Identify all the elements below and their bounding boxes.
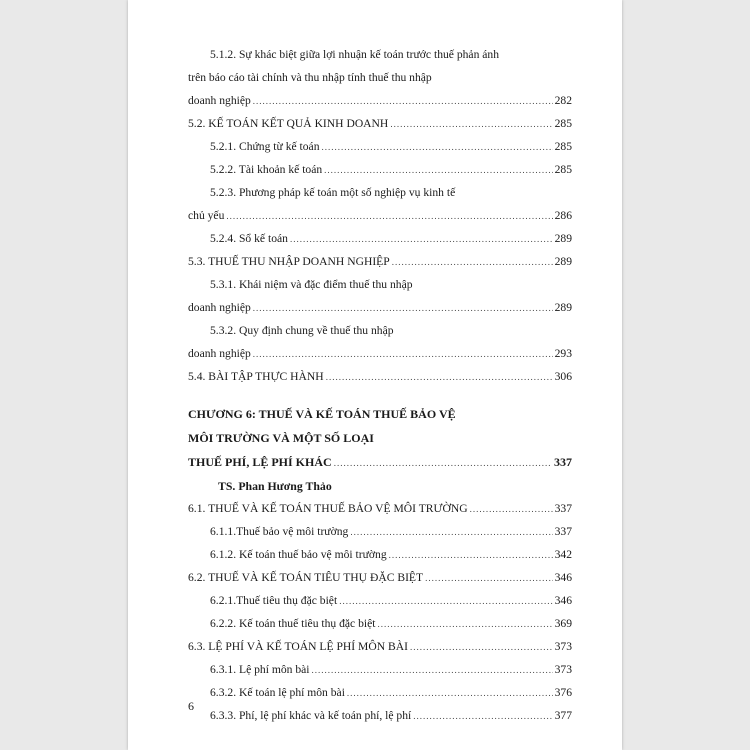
toc-entry [188,140,572,163]
chapter-title-text: MÔI TRƯỜNG VÀ MỘT SỐ LOẠI [188,431,374,445]
toc-entry [188,301,572,324]
dot-leader [378,619,553,629]
toc-entry-text: 5.3. THUẾ THU NHẬP DOANH NGHIỆP [188,255,390,268]
dot-leader [347,688,553,698]
toc-entry-text: 5.2.4. Sổ kế toán [210,232,288,245]
toc-entry-text: doanh nghiệp [188,94,251,107]
toc-page-number: 342 [554,548,572,561]
chapter-author [188,479,572,502]
page-number: 6 [188,699,194,713]
chapter-title-line [188,407,572,431]
toc-entry [188,709,572,732]
toc-entry [188,186,572,209]
dot-leader [425,573,553,583]
toc-page-number: 285 [554,140,572,153]
dot-leader [339,596,552,606]
author-name: TS. Phan Hương Thảo [218,479,332,493]
dot-leader [253,349,553,359]
chapter-title-text: THUẾ PHÍ, LỆ PHÍ KHÁC [188,455,332,469]
dot-leader [470,504,553,514]
toc-entry-text: doanh nghiệp [188,347,251,360]
toc-page-number: 289 [554,255,572,268]
toc-entry [188,278,572,301]
toc-entry [188,209,572,232]
dot-leader [326,372,553,382]
toc-entry-text: 5.2.1. Chứng từ kế toán [210,140,320,153]
toc-entry [188,48,572,71]
toc-entry [188,370,572,393]
toc-entry-text: 5.4. BÀI TẬP THỰC HÀNH [188,370,324,383]
toc-page-number: 289 [554,301,572,314]
toc-page-number: 346 [554,594,572,607]
toc-entry [188,525,572,548]
toc-page-number: 377 [554,709,572,722]
toc-page-number: 285 [554,163,572,176]
table-of-contents [188,48,572,732]
toc-entry [188,686,572,709]
toc-entry-text: 6.3.1. Lệ phí môn bài [210,663,310,676]
dot-leader [350,527,552,537]
toc-page-number: 289 [554,232,572,245]
toc-entry-text: doanh nghiệp [188,301,251,314]
toc-page-number: 285 [554,117,572,130]
dot-leader [253,303,553,313]
dot-leader [413,711,552,721]
toc-entry [188,594,572,617]
toc-entry-text: 6.1. THUẾ VÀ KẾ TOÁN THUẾ BẢO VỆ MÔI TRƯỜNG [188,502,468,515]
dot-leader [324,165,552,175]
toc-entry-text: 5.1.2. Sự khác biệt giữa lợi nhuận kế toán trước thuế phản ánh [210,48,500,61]
toc-entry [188,163,572,186]
toc-entry-text: trên báo cáo tài chính và thu nhập tính thuế thu nhập [188,71,432,84]
toc-page-number: 282 [554,94,572,107]
toc-entry-text: 6.2.2. Kế toán thuế tiêu thụ đặc biệt [210,617,376,630]
section-gap [188,393,572,407]
dot-leader [334,458,552,468]
toc-page-number: 337 [554,525,572,538]
toc-page-number: 373 [554,663,572,676]
toc-page-number: 286 [554,209,572,222]
toc-page-number: 346 [554,571,572,584]
dot-leader [410,642,553,652]
toc-entry [188,94,572,117]
toc-entry-text: 5.3.1. Khái niệm và đặc điểm thuế thu nhập [210,278,413,291]
toc-entry-text: 5.2.2. Tài khoản kế toán [210,163,323,176]
toc-entry-text: 6.2. THUẾ VÀ KẾ TOÁN TIÊU THỤ ĐẶC BIỆT [188,571,424,584]
chapter-page-number: 337 [554,455,572,469]
toc-section-chapter-5 [188,48,572,393]
chapter-title-text: CHƯƠNG 6: THUẾ VÀ KẾ TOÁN THUẾ BẢO VỆ [188,407,456,421]
dot-leader [389,550,553,560]
chapter-heading [188,407,572,502]
dot-leader [312,665,553,675]
toc-entry [188,617,572,640]
chapter-title-line [188,455,572,479]
toc-entry [188,640,572,663]
dot-leader [392,257,553,267]
toc-entry [188,502,572,525]
toc-entry [188,255,572,278]
chapter-title-line [188,431,572,455]
toc-page-number: 293 [554,347,572,360]
toc-section-chapter-6 [188,502,572,732]
toc-entry-text: 6.3.3. Phí, lệ phí khác và kế toán phí, lệ phí [210,709,412,722]
toc-entry-text: 6.2.1.Thuế tiêu thụ đặc biệt [210,594,338,607]
toc-entry-text: 6.1.1.Thuế bảo vệ môi trường [210,525,349,538]
toc-entry [188,117,572,140]
toc-page-number: 337 [554,502,572,515]
toc-entry-text: 6.3.2. Kế toán lệ phí môn bài [210,686,345,699]
toc-entry-text: 5.2.3. Phương pháp kế toán một số nghiệp vụ kinh tế [210,186,456,199]
toc-page-number: 306 [554,370,572,383]
book-page [128,0,622,750]
toc-entry [188,71,572,94]
toc-page-number: 373 [554,640,572,653]
toc-entry [188,663,572,686]
dot-leader [226,211,552,221]
dot-leader [253,96,553,106]
toc-entry-text: 6.1.2. Kế toán thuế bảo vệ môi trường [210,548,387,561]
dot-leader [290,234,553,244]
toc-page-number: 369 [554,617,572,630]
toc-entry [188,324,572,347]
toc-entry-text: 6.3. LỆ PHÍ VÀ KẾ TOÁN LỆ PHÍ MÔN BÀI [188,640,408,653]
toc-page-number: 376 [554,686,572,699]
toc-entry [188,347,572,370]
toc-entry-text: chủ yếu [188,209,225,222]
dot-leader [390,119,552,129]
toc-entry [188,548,572,571]
toc-entry-text: 5.3.2. Quy định chung về thuế thu nhập [210,324,394,337]
toc-entry [188,571,572,594]
toc-entry [188,232,572,255]
toc-entry-text: 5.2. KẾ TOÁN KẾT QUẢ KINH DOANH [188,117,389,130]
dot-leader [322,142,553,152]
